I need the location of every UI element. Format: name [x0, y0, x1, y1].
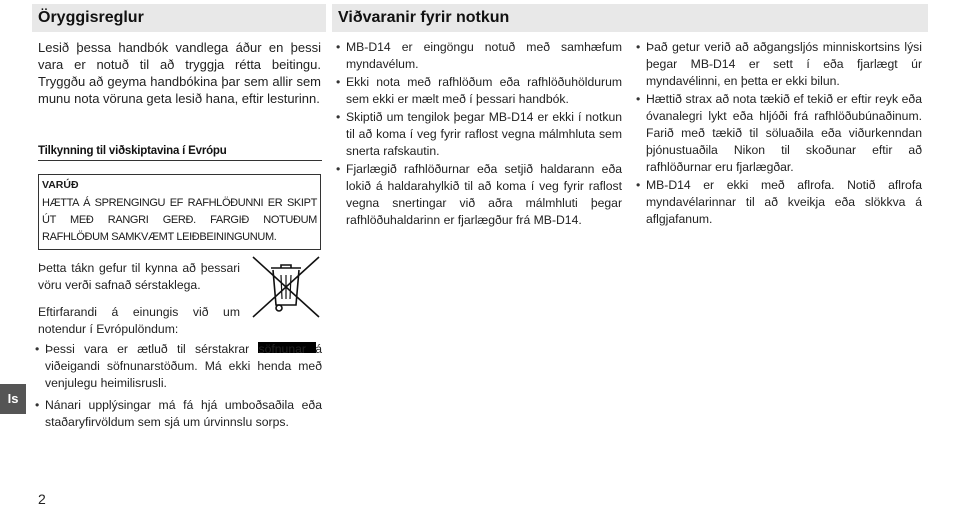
eu-disposal-list — [35, 341, 322, 436]
list-item: • Þessi vara er ætluð til sérstakrar söfnunar á viðeigandi söfnunarstöðum. Má ekki henda með venjulegu heimilisrusli. — [35, 341, 322, 392]
list-item: • MB-D14 er eingöngu notuð með samhæfum myndavélum. — [336, 39, 622, 73]
intro-paragraph: Lesið þessa handbók vandlega áður en þessi vara er notuð til að tryggja rétta beitingu. Tryggðu að geyma handbókina þar sem allir sem munu nota vöruna geta lesið hana, eftir lesturinn. — [38, 40, 321, 106]
list-item: • Nánari upplýsingar má fá hjá umboðsaðila eða staðaryfirvöldum sem sjá um úrvinnslu sorps. — [35, 397, 322, 431]
list-item: • Fjarlægið rafhlöðurnar eða setjið haldarann eða lokið á haldarahylkið til að koma í veg fyrir raflost vegna snertingar við aðra málmhluti þegar rafhlöðuhaldarinn er fjarlægður frá MB-D14. — [336, 161, 622, 229]
symbol-explanation: Þetta tákn gefur til kynna að þessari vöru verði safnað sérstaklega. — [38, 261, 240, 292]
crossed-out-wheelie-bin-icon — [251, 255, 321, 319]
list-item: • MB-D14 er ekki með aflrofa. Notið aflrofa myndavélarinnar til að kveikja eða slökkva á aflgjafanum. — [636, 177, 922, 228]
warning-body: HÆTTA Á SPRENGINGU EF RAFHLÖÐUNNI ER SKIPT ÚT MEÐ RANGRI GERÐ. FARGIÐ NOTUÐUM RAFHLÖÐUM SAMKVÆMT LEIÐBEININGUNUM. — [42, 197, 317, 243]
language-tab: Is — [0, 384, 26, 414]
eu-users-note: Eftirfarandi á einungis við um notendur í Evrópulöndum: — [38, 305, 240, 336]
usage-warnings-heading: Viðvaranir fyrir notkun — [332, 4, 928, 32]
list-item: • Hættið strax að nota tækið ef tekið er eftir reyk eða óvanalegri lykt eða hljóði frá rafhlöðubúnaðinum. Farið með tækið til söluaðila eða viðurkenndan þjónustuaðila Nikon til skoðunar eftir að rafhlöðurnar eru fjarlægðar. — [636, 91, 922, 176]
warning-title: VARÚÐ — [42, 179, 79, 191]
list-item: • Skiptið um tengilok þegar MB-D14 er ekki í notkun til að koma í veg fyrir raflost vegna málmhluta sem snerta rafskautin. — [336, 109, 622, 160]
warnings-list-column-2 — [636, 39, 922, 229]
list-item: • Ekki nota með rafhlöðum eða rafhlöðuhöldurum sem ekki er mælt með í þessari handbók. — [336, 74, 622, 108]
safety-heading: Öryggisreglur — [32, 4, 326, 32]
page-number: 2 — [38, 491, 46, 507]
list-item: • Það getur verið að aðgangsljós minniskortsins lýsi þegar MB-D14 er sett í eða fjarlægt úr myndavélinni, en þetta er ekki bilun. — [636, 39, 922, 90]
warnings-list-column-1 — [336, 39, 622, 230]
eu-notice-subheading: Tilkynning til viðskiptavina í Evrópu — [38, 145, 322, 161]
warning-box — [38, 174, 321, 250]
